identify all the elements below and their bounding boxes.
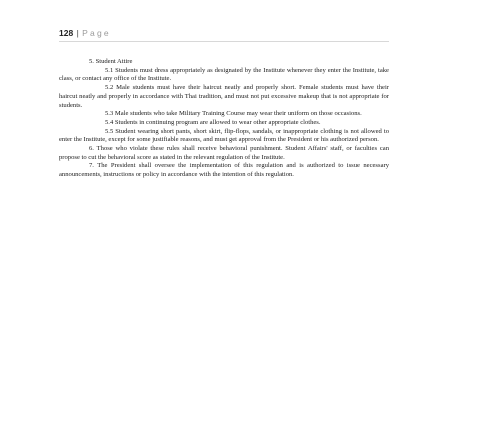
page-number: 128 — [59, 28, 74, 38]
header-separator: | — [76, 28, 79, 38]
paragraph-5-3: 5.3 Male students who take Military Training Course may wear their uniform on those occasions. — [105, 110, 362, 118]
section-heading-student-attire: 5. Student Attire — [89, 58, 133, 65]
paragraph-7: 7. The President shall oversee the implementation of this regulation and is authorized to issue necessary announcements, instructions or policy in accordance with the intention of this regulation. — [59, 162, 389, 179]
paragraph-5-1: 5.1 Students must dress appropriately as designated by the Institute whenever they enter the Institute, take class, or contact any office of the Institute. — [59, 66, 389, 83]
paragraph-6: 6. Those who violate these rules shall receive behavioral punishment. Student Affairs' staff, or faculties can propose to cut the behavioral score as stated in the relevant regulation of the Institute. — [59, 145, 389, 161]
page-header — [59, 27, 389, 42]
paragraph-5-2: 5.2 Male students must have their haircut neatly and properly short. Female students must have their haircut neatly and properly in accordance with Thai tradition, and must not put excessive makeup that is not appropriate for students. — [59, 84, 389, 109]
page-label: Page — [82, 28, 111, 38]
paragraph-5-5: 5.5 Student wearing short pants, short skirt, flip-flops, sandals, or inappropriate clothing is not allowed to enter the Institute, except for some justifiable reasons, and must get approval from the President or his authorized person. — [59, 127, 389, 144]
document-body — [59, 58, 389, 180]
paragraph-5-4: 5.4 Students in continuing program are allowed to wear other appropriate clothes. — [105, 118, 321, 126]
